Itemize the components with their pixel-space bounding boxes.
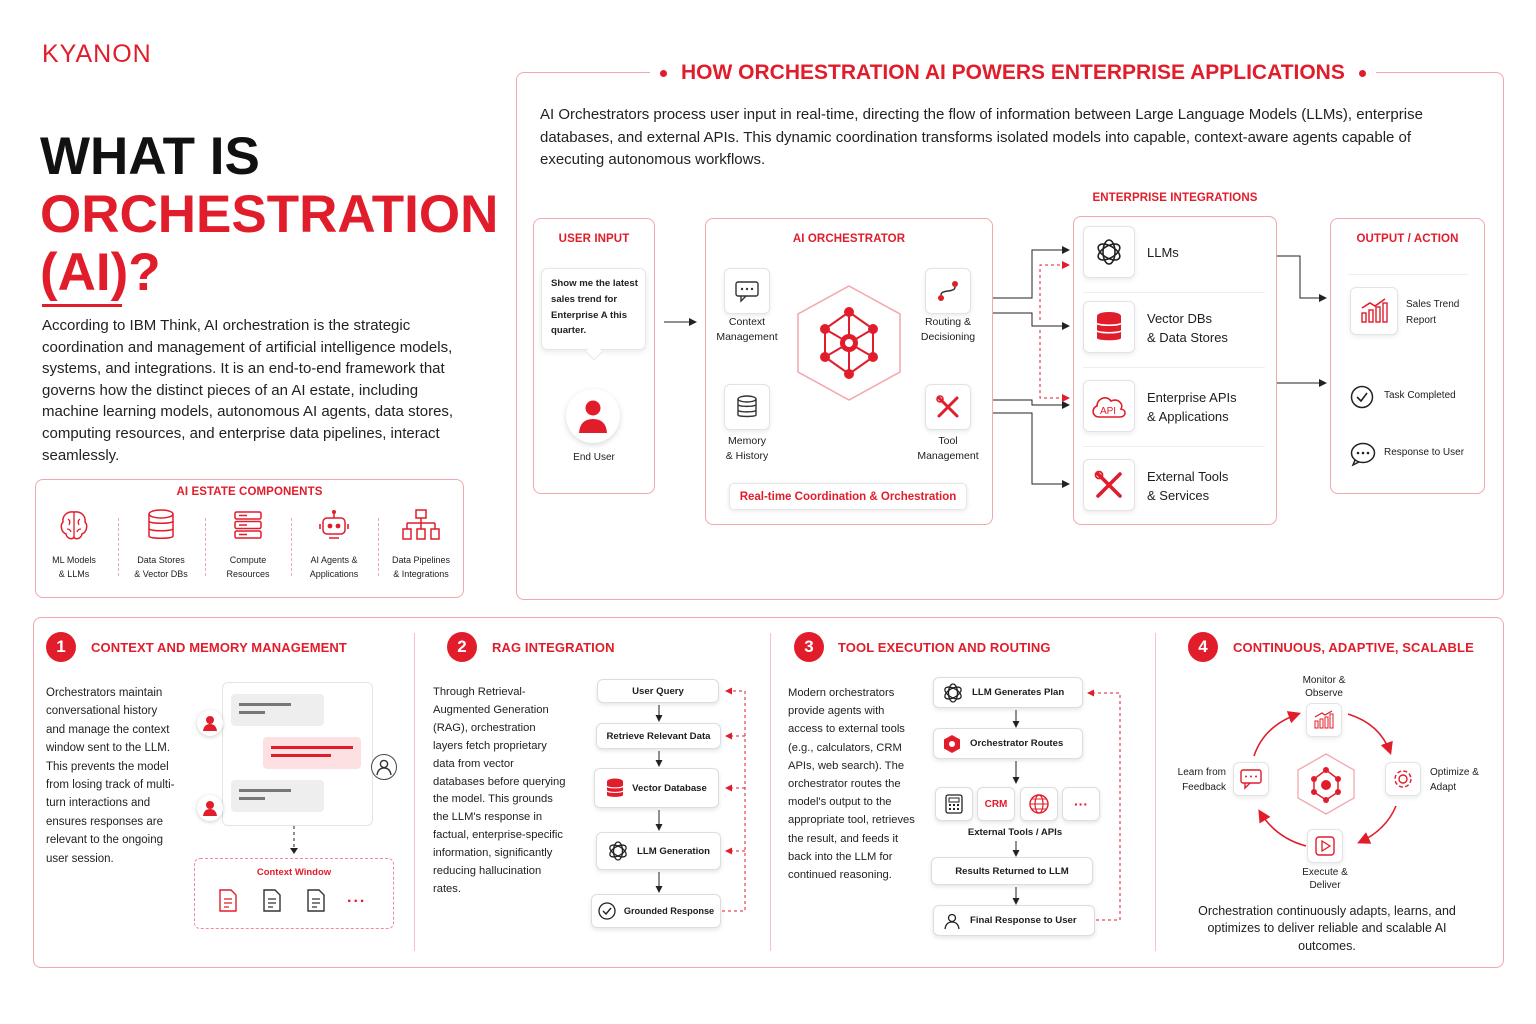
play-icon	[1315, 836, 1335, 856]
rag-step-label: Vector Database	[632, 782, 707, 794]
estate-item-label: Data Pipelines & Integrations	[391, 555, 451, 579]
rag-step-label: LLM Generation	[636, 845, 711, 857]
output-task-label: Task Completed	[1384, 390, 1456, 401]
section-4-number: 4	[1188, 632, 1218, 662]
ai-model-icon	[942, 682, 964, 704]
section-1-number: 1	[46, 632, 76, 662]
rag-step	[596, 723, 721, 749]
monitor-icon-box	[1306, 703, 1342, 737]
section-3-title: TOOL EXECUTION AND ROUTING	[838, 640, 1051, 655]
integration-label: Enterprise APIs & Applications	[1147, 390, 1237, 424]
estate-title: AI ESTATE COMPONENTS	[176, 486, 323, 498]
section-4-text: Orchestration continuously adapts, learns, and optimizes to deliver reliable and scalable AI outcomes.	[1198, 904, 1456, 953]
document-icon-2	[263, 889, 281, 917]
more-tools-icon: ···	[1062, 787, 1100, 821]
divider-3	[1155, 633, 1156, 951]
output-report-label: Sales Trend Report	[1406, 299, 1460, 326]
brand-logo: KYANON	[42, 40, 152, 68]
cycle-core-icon	[1294, 752, 1358, 816]
message-2	[263, 737, 361, 769]
title-line-1: WHAT IS	[40, 127, 260, 186]
divider-1	[414, 633, 415, 951]
globe-icon	[1020, 787, 1058, 821]
estate-item-label: AI Agents & Applications	[309, 555, 359, 579]
context-arrow	[288, 826, 300, 856]
user-input-title: USER INPUT	[558, 233, 630, 245]
crm-icon: CRM	[977, 787, 1015, 821]
feedback-icon-box	[1233, 762, 1269, 796]
estate-item-label: ML Models & LLMs	[52, 555, 96, 579]
user-icon	[942, 911, 962, 931]
user-avatar-3	[197, 795, 223, 821]
rag-step	[591, 894, 721, 928]
how-description: AI Orchestrators process user input in real-time, directing the flow of information between Large Language Models (LLMs), enterprise databases, and external APIs. This dynamic coordination transforms isolated models into capable, context-aware agents capable of executing autonomous workflows.	[540, 106, 1423, 169]
end-user-label: End User	[573, 452, 615, 463]
realtime-badge: Real-time Coordination & Orchestration	[729, 483, 967, 510]
user-avatar-1	[197, 710, 223, 736]
integration-label: Vector DBs & Data Stores	[1147, 311, 1228, 345]
cycle-execute-label: Execute & Deliver	[1302, 867, 1348, 891]
rag-step-label: User Query	[632, 685, 684, 697]
integration-label: LLMs	[1147, 245, 1179, 260]
check-icon	[598, 902, 616, 920]
section-3-text: Modern orchestrators provide agents with access to external tools (e.g., calculators, CRM APIs, web search). The orchestrator routes the model's output to the appropriate tool, retrieves the result, and feeds it back into the LLM for continued reasoning.	[788, 687, 915, 882]
rag-step	[594, 768, 719, 808]
tool-step	[933, 677, 1083, 708]
section-2-text: Through Retrieval-Augmented Generation (RAG), orchestration layers fetch proprietary data from vector databases before querying the model. This grounds the LLM's response in factual, enterprise-specific information, significantly reducing hallucination rates.	[433, 686, 566, 895]
section-2-title: RAG INTEGRATION	[492, 640, 615, 655]
document-icon-1	[219, 889, 237, 917]
tool-step-label: Final Response to User	[970, 915, 1077, 926]
feedback-icon	[1240, 769, 1262, 789]
output-response-label: Response to User	[1384, 447, 1465, 458]
rag-step-label: Retrieve Relevant Data	[606, 730, 711, 742]
rag-step-label: Grounded Response	[623, 906, 715, 916]
tool-step-label: LLM Generates Plan	[972, 687, 1065, 698]
monitor-chart-icon	[1314, 711, 1334, 729]
output-title: OUTPUT / ACTION	[1356, 233, 1459, 245]
cycle-optimize-label: Optimize & Adapt	[1430, 767, 1479, 793]
cycle-learn-label: Learn from Feedback	[1177, 767, 1226, 793]
document-icon-3	[307, 889, 325, 917]
message-1	[231, 694, 324, 726]
orchestrator-icon	[942, 734, 962, 754]
more-documents-icon: ...	[347, 889, 367, 906]
user-avatar-2	[371, 754, 397, 780]
routing-label: Routing & Decisioning	[920, 316, 976, 343]
ai-model-icon	[607, 840, 629, 862]
database-icon	[606, 778, 624, 798]
user-message-text: Show me the latest sales trend for Enterprise A this quarter.	[551, 278, 638, 337]
title-line-2: ORCHESTRATION	[40, 185, 499, 244]
section-3-number: 3	[794, 632, 824, 662]
execute-icon-box	[1307, 829, 1343, 863]
tool-step	[933, 905, 1095, 936]
tool-label: Tool Management	[917, 435, 979, 462]
section-1-title: CONTEXT AND MEMORY MANAGEMENT	[91, 640, 347, 655]
calculator-icon	[935, 787, 973, 821]
tool-step-label: Results Returned to LLM	[955, 865, 1069, 877]
intro-paragraph: According to IBM Think, AI orchestration is the strategic coordination and management of artificial intelligence models, systems, and integrations. It is an end-to-end framework that governs how the distinct pieces of an AI estate, including machine learning models, autonomous AI agents, data stores, computing resources, and enterprise data pipelines, interact seamlessly.	[42, 317, 454, 464]
optimize-icon-box	[1385, 762, 1421, 796]
integration-label: External Tools & Services	[1147, 469, 1229, 503]
gear-icon	[1392, 768, 1414, 790]
section-1-text: Orchestrators maintain conversational history and manage the context window sent to the LLM. This prevents the model from losing track of multi-turn interactions and ensures responses are relevant to the ongoing user session.	[46, 687, 175, 865]
estate-item-label: Data Stores & Vector DBs	[134, 555, 188, 579]
estate-item-label: Compute Resources	[226, 555, 270, 579]
divider-2	[770, 633, 771, 951]
rag-step	[597, 679, 719, 703]
rag-step	[596, 832, 721, 870]
tool-step	[931, 857, 1093, 885]
section-2-number: 2	[447, 632, 477, 662]
context-label: Context Management	[716, 316, 778, 343]
svg-text:API: API	[1099, 406, 1117, 417]
external-tools-label: External Tools / APIs	[967, 827, 1063, 838]
title-line-3: (AI)?	[40, 243, 161, 302]
how-title: HOW ORCHESTRATION AI POWERS ENTERPRISE APPLICATIONS	[681, 61, 1345, 84]
tool-step-label: Orchestrator Routes	[970, 738, 1064, 749]
integrations-title: ENTERPRISE INTEGRATIONS	[1092, 192, 1258, 204]
section-4-title: CONTINUOUS, ADAPTIVE, SCALABLE	[1233, 640, 1474, 655]
orchestrator-title: AI ORCHESTRATOR	[792, 233, 906, 245]
context-window-label: Context Window	[256, 867, 332, 878]
cycle-monitor-label: Monitor & Observe	[1302, 675, 1346, 699]
tool-step	[933, 728, 1083, 759]
message-3	[231, 780, 324, 812]
memory-label: Memory & History	[725, 435, 769, 462]
